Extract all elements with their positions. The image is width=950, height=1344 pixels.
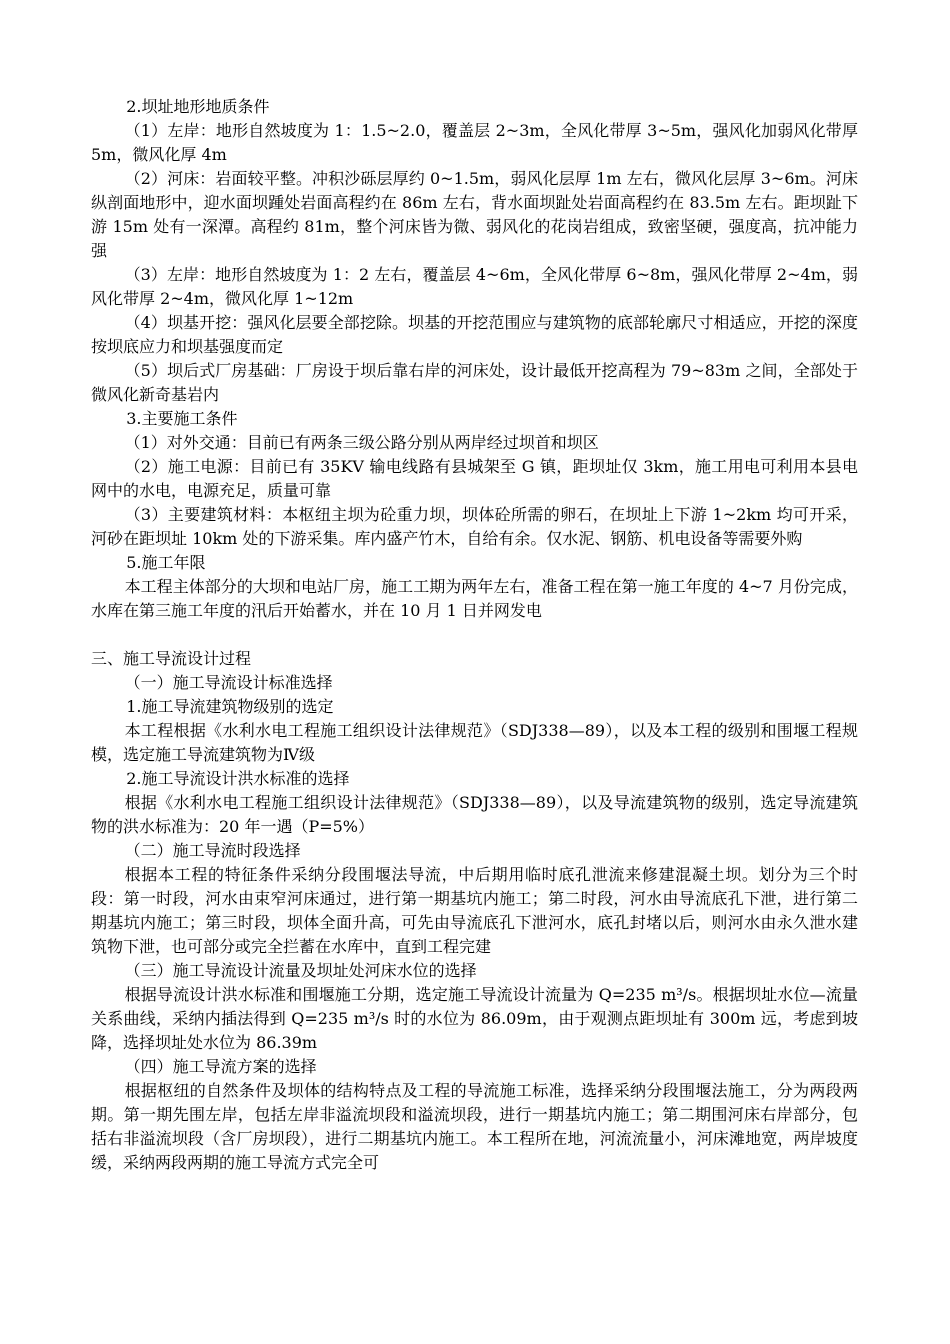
list-item: （四）施工导流方案的选择 <box>124 1057 317 1076</box>
chapter-heading: 三、施工导流设计过程 <box>91 649 252 668</box>
body-paragraph: 根据导流设计洪水标准和围堰施工分期，选定施工导流设计流量为 Q=235 m³/s。根据坝址水位—流量关系曲线，采纳内插法得到 Q=235 m³/s 时的水位为 86.09m，由于观测点距坝址有 300m 远，考虑到坡降，选择坝址处水位为 86.39m <box>91 985 858 1052</box>
list-item: （二）施工导流时段选择 <box>124 841 301 860</box>
body-paragraph: 根据《水利水电工程施工组织设计法律规范》（SDJ338—89），以及导流建筑物的级别，选定导流建筑物的洪水标准为：20 年一遇（P=5%） <box>91 793 858 836</box>
list-item: （1）对外交通：目前已有两条三级公路分别从两岸经过坝首和坝区 <box>124 433 599 452</box>
list-item: （三）施工导流设计流量及坝址处河床水位的选择 <box>124 961 477 980</box>
section-heading: 2.施工导流设计洪水标准的选择 <box>126 769 350 788</box>
list-item: （一）施工导流设计标准选择 <box>124 673 333 692</box>
section-heading: 2.坝址地形地质条件 <box>126 97 270 116</box>
list-item: （4）坝基开挖：强风化层要全部挖除。坝基的开挖范围应与建筑物的底部轮廓尺寸相适应，开挖的深度按坝底应力和坝基强度而定 <box>91 313 858 356</box>
list-item: （5）坝后式厂房基础：厂房设于坝后靠右岸的河床处，设计最低开挖高程为 79~83m 之间，全部处于微风化新奇基岩内 <box>91 361 858 404</box>
body-paragraph: 本工程根据《水利水电工程施工组织设计法律规范》（SDJ338—89），以及本工程的级别和围堰工程规模，选定施工导流建筑物为Ⅳ级 <box>91 721 858 764</box>
body-paragraph: 根据枢纽的自然条件及坝体的结构特点及工程的导流施工标准，选择采纳分段围堰法施工，分为两段两期。第一期先围左岸，包括左岸非溢流坝段和溢流坝段，进行一期基坑内施工；第二期围河床右岸部分，包括右非溢流坝段（含厂房坝段），进行二期基坑内施工。本工程所在地，河流流量小，河床滩地宽，两岸坡度缓，采纳两段两期的施工导流方式完全可 <box>91 1081 858 1172</box>
list-item: （3）主要建筑材料：本枢纽主坝为砼重力坝，坝体砼所需的卵石，在坝址上下游 1~2km 均可开采，河砂在距坝址 10km 处的下游采集。库内盛产竹木，自给有余。仅水泥、钢筋、机电设备等需要外购 <box>91 505 858 548</box>
body-paragraph: 根据本工程的特征条件采纳分段围堰法导流，中后期用临时底孔泄流来修建混凝土坝。划分为三个时段：第一时段，河水由束窄河床通过，进行第一期基坑内施工；第二时段，河水由导流底孔下泄，进行第二期基坑内施工；第三时段，坝体全面升高，可先由导流底孔下泄河水，底孔封堵以后，则河水由永久泄水建筑物下泄，也可部分或完全拦蓄在水库中，直到工程完建 <box>91 865 858 956</box>
list-item: （2）施工电源：目前已有 35KV 输电线路有县城架至 G 镇，距坝址仅 3km，施工用电可利用本县电网中的水电，电源充足，质量可靠 <box>91 457 858 500</box>
list-item: （1）左岸：地形自然坡度为 1：1.5~2.0，覆盖层 2~3m，全风化带厚 3~5m，强风化加弱风化带厚 5m，微风化厚 4m <box>91 121 858 164</box>
section-heading: 1.施工导流建筑物级别的选定 <box>126 697 334 716</box>
list-item: （3）左岸：地形自然坡度为 1：2 左右，覆盖层 4~6m，全风化带厚 6~8m，强风化带厚 2~4m，弱风化带厚 2~4m，微风化厚 1~12m <box>91 265 858 308</box>
body-paragraph: 本工程主体部分的大坝和电站厂房，施工工期为两年左右，准备工程在第一施工年度的 4~7 月份完成，水库在第三施工年度的汛后开始蓄水，并在 10 月 1 日并网发电 <box>91 577 858 620</box>
document-body <box>91 95 858 1175</box>
section-heading: 5.施工年限 <box>126 553 206 572</box>
list-item: （2）河床：岩面较平整。冲积沙砾层厚约 0~1.5m，弱风化层厚 1m 左右，微风化层厚 3~6m。河床纵剖面地形中，迎水面坝踵处岩面高程约在 86m 左右，背水面坝趾处岩面高程约在 83.5m 左右。距坝趾下游 15m 处有一深潭。高程约 81m，整个河床皆为微、弱风化的花岗岩组成，致密坚硬，强度高，抗冲能力强 <box>91 169 858 260</box>
section-heading: 3.主要施工条件 <box>126 409 238 428</box>
blank-line <box>91 623 858 647</box>
